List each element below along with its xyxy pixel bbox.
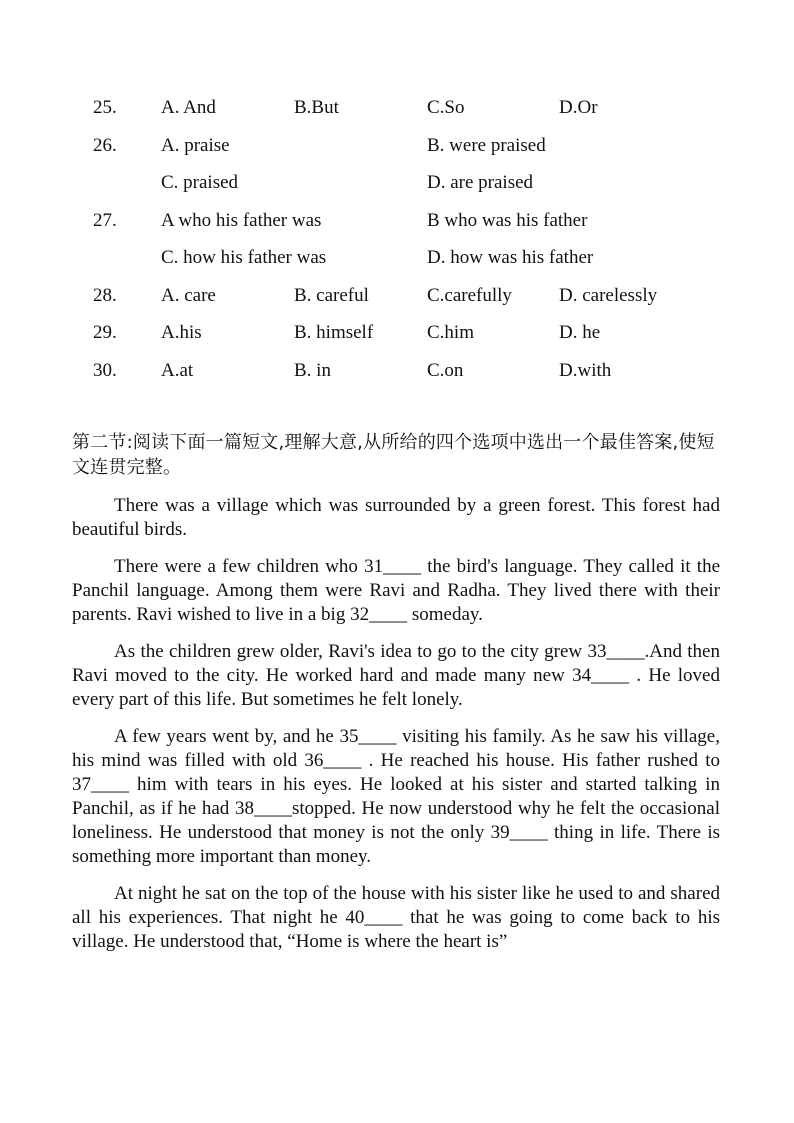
passage-paragraph-5: At night he sat on the top of the house with his sister like he used to and shared all his experiences. That night he 40____ that he was going to come back to his village. He understood that, “Home is where the heart is” — [72, 883, 720, 952]
passage-paragraph-3: As the children grew older, Ravi's idea to go to the city grew 33____.And then Ravi moved to the city. He worked hard and made many new 34____ . He loved every part of this life. But sometimes he felt lonely. — [72, 641, 720, 710]
question-row-26-cont — [93, 167, 733, 205]
question-row-30 — [93, 355, 733, 393]
question-row-28 — [93, 280, 733, 318]
reading-passage — [72, 494, 720, 967]
question-number: 27. — [93, 209, 117, 231]
question-row-27-cont — [93, 242, 733, 280]
option-b: B.But — [294, 97, 339, 118]
passage-paragraph-2: There were a few children who 31____ the bird's language. They called it the Panchil language. Among them were Ravi and Radha. They lived there with their parents. Ravi wished to live in a big 32____ someday. — [72, 556, 720, 625]
option-d: D.with — [559, 359, 612, 381]
option-b: B. were praised — [427, 134, 546, 156]
question-row-27 — [93, 205, 733, 243]
option-a: A. care — [161, 284, 216, 306]
option-a: A. And — [161, 97, 216, 118]
option-d: D. carelessly — [559, 284, 658, 306]
section-instructions: 第二节:阅读下面一篇短文,理解大意,从所给的四个选项中选出一个最佳答案,使短文连贯完整。 — [72, 432, 715, 478]
question-number: 29. — [93, 322, 117, 343]
passage-paragraph-4: A few years went by, and he 35____ visiting his family. As he saw his village, his mind was filled with old 36____ . He reached his house. His father rushed to 37____ him with tears in his eyes. He looked at his sister and started talking in Panchil, as if he had 38____stopped. He now understood why he felt the occasional loneliness. He understood that money is not the only 39____ thing in life. There is something more important than money. — [72, 726, 720, 867]
question-number: 25. — [93, 97, 117, 118]
option-d: D.Or — [559, 97, 598, 118]
question-options-table — [93, 92, 733, 392]
option-b: B. in — [294, 359, 331, 381]
option-c: C.on — [427, 359, 464, 381]
option-d: D. are praised — [427, 172, 534, 193]
option-c: C. praised — [161, 172, 239, 193]
question-number: 26. — [93, 134, 117, 156]
option-a: A. praise — [161, 134, 230, 156]
question-row-25 — [93, 92, 733, 130]
question-row-29 — [93, 317, 733, 355]
option-a: A who his father was — [161, 209, 322, 231]
passage-paragraph-1: There was a village which was surrounded by a green forest. This forest had beautiful birds. — [72, 495, 720, 540]
option-b: B. himself — [294, 322, 374, 343]
option-a: A.his — [161, 322, 202, 343]
option-b: B. careful — [294, 284, 369, 306]
option-c: C.him — [427, 322, 474, 343]
option-d: D. he — [559, 322, 601, 343]
question-number: 28. — [93, 284, 117, 306]
option-c: C. how his father was — [161, 247, 327, 268]
question-row-26 — [93, 130, 733, 168]
question-number: 30. — [93, 359, 117, 381]
option-c: C.carefully — [427, 284, 512, 306]
option-d: D. how was his father — [427, 247, 594, 268]
option-c: C.So — [427, 97, 465, 118]
option-a: A.at — [161, 359, 194, 381]
option-b: B who was his father — [427, 209, 588, 231]
